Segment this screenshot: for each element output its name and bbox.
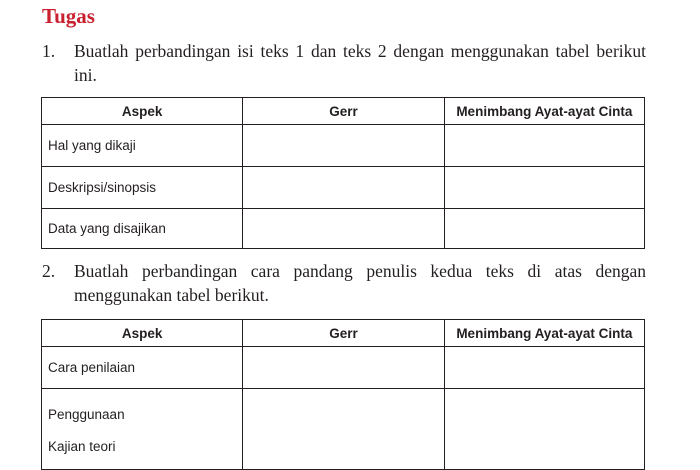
row-label: Hal yang dikaji <box>42 125 243 167</box>
table-row <box>42 389 645 470</box>
table-row <box>42 209 645 249</box>
empty-cell[interactable] <box>243 125 444 167</box>
empty-cell[interactable] <box>444 389 644 470</box>
row-label: Data yang disajikan <box>42 209 243 249</box>
empty-cell[interactable] <box>243 209 444 249</box>
task-instruction: Buatlah perbandingan isi teks 1 dan teks 2 dengan menggunakan tabel berikut ini. <box>74 41 646 85</box>
task-number: 2. <box>42 261 56 281</box>
row-label-multiline <box>42 389 243 470</box>
row-label: Deskripsi/sinopsis <box>42 167 243 209</box>
header-aspek: Aspek <box>42 320 243 347</box>
table-row <box>42 125 645 167</box>
comparison-table-1 <box>41 97 645 249</box>
table-row <box>42 167 645 209</box>
task-1 <box>42 39 646 87</box>
table-row <box>42 347 645 389</box>
empty-cell[interactable] <box>444 347 644 389</box>
comparison-table-2 <box>41 319 645 470</box>
header-gerr: Gerr <box>243 320 444 347</box>
empty-cell[interactable] <box>243 389 444 470</box>
empty-cell[interactable] <box>444 167 644 209</box>
empty-cell[interactable] <box>444 209 644 249</box>
task-instruction: Buatlah perbandingan cara pandang penulis kedua teks di atas dengan menggunakan tabel berikut. <box>74 261 646 305</box>
row-label: Cara penilaian <box>42 347 243 389</box>
header-menimbang: Menimbang Ayat-ayat Cinta <box>444 320 644 347</box>
table-header-row <box>42 320 645 347</box>
header-aspek: Aspek <box>42 98 243 125</box>
empty-cell[interactable] <box>243 347 444 389</box>
empty-cell[interactable] <box>243 167 444 209</box>
row-label-line: Penggunaan <box>48 407 125 422</box>
header-menimbang: Menimbang Ayat-ayat Cinta <box>444 98 644 125</box>
empty-cell[interactable] <box>444 125 644 167</box>
header-gerr: Gerr <box>243 98 444 125</box>
task-2 <box>42 259 646 307</box>
task-number: 1. <box>42 41 56 61</box>
section-heading: Tugas <box>42 4 95 28</box>
row-label-line: Kajian teori <box>48 439 116 454</box>
table-header-row <box>42 98 645 125</box>
